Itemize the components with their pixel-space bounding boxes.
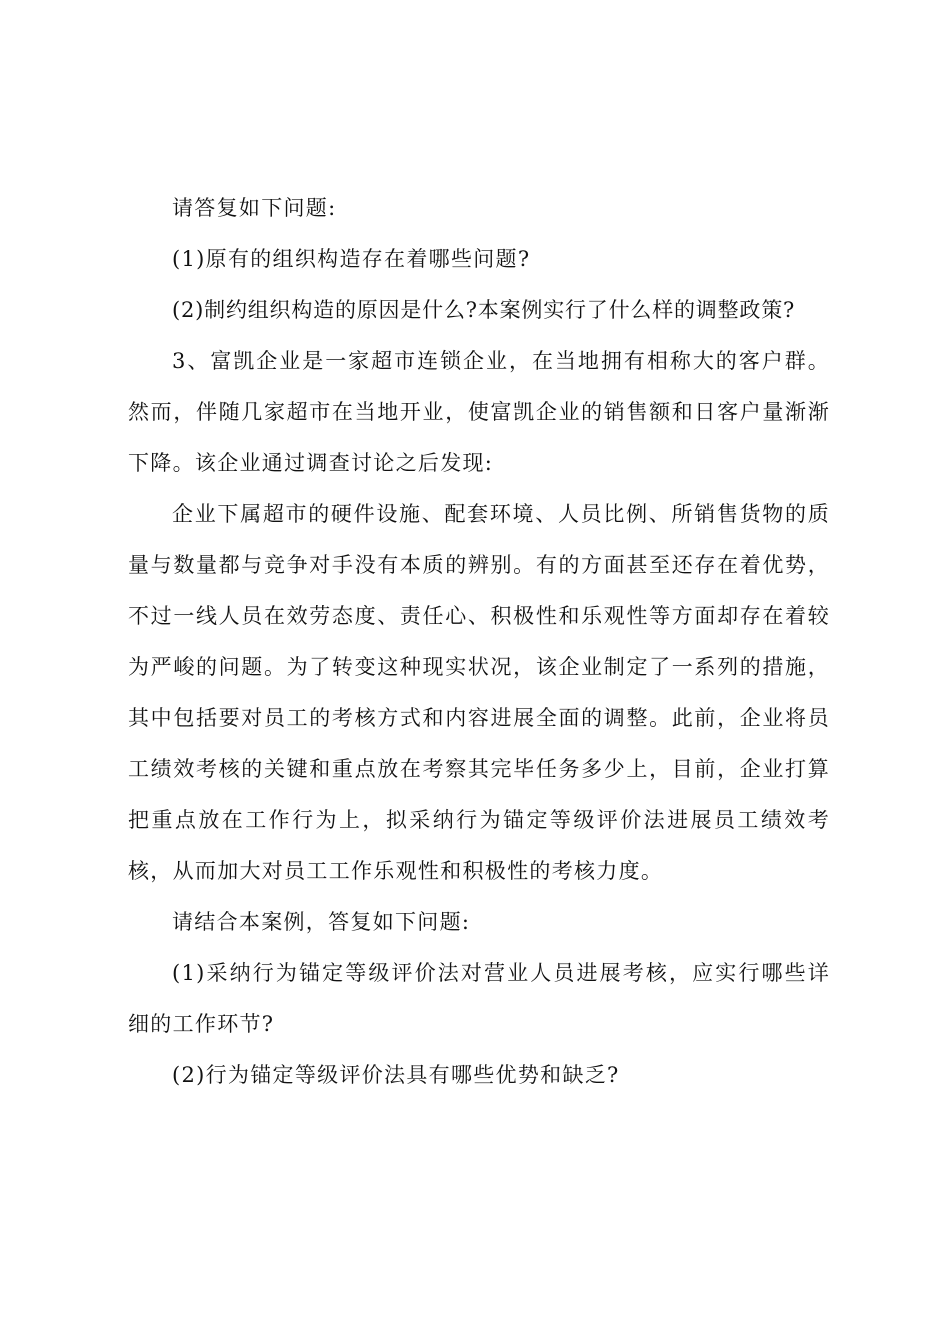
paragraph-prompt-2: 请结合本案例，答复如下问题: [172,910,471,934]
paragraph-question-2: (2)制约组织构造的原因是什么?本案例实行了什么样的调整政策? [172,298,796,322]
paragraph-question-1: (1)原有的组织构造存在着哪些问题? [172,247,531,271]
paragraph-question-4: (2)行为锚定等级评价法具有哪些优势和缺乏? [172,1063,620,1087]
paragraph-case-intro: 3、富凯企业是一家超市连锁企业，在当地拥有相称大的客户群。然而，伴随几家超市在当地开业，使富凯企业的销售额和日客户量渐渐下降。该企业通过调查讨论之后发现: [128,349,830,475]
paragraph-question-3: (1)采纳行为锚定等级评价法对营业人员进展考核，应实行哪些详细的工作环节? [128,961,830,1036]
paragraph-prompt: 请答复如下问题: [172,196,337,220]
document-body [128,183,830,1101]
paragraph-case-details: 企业下属超市的硬件设施、配套环境、人员比例、所销售货物的质量与数量都与竞争对手没有本质的辨别。有的方面甚至还存在着优势，不过一线人员在效劳态度、责任心、积极性和乐观性等方面却存在着较为严峻的问题。为了转变这种现实状况，该企业制定了一系列的措施，其中包括要对员工的考核方式和内容进展全面的调整。此前，企业将员工绩效考核的关键和重点放在考察其完毕任务多少上，目前，企业打算把重点放在工作行为上，拟采纳行为锚定等级评价法进展员工绩效考核，从而加大对员工工作乐观性和积极性的考核力度。 [128,502,830,883]
